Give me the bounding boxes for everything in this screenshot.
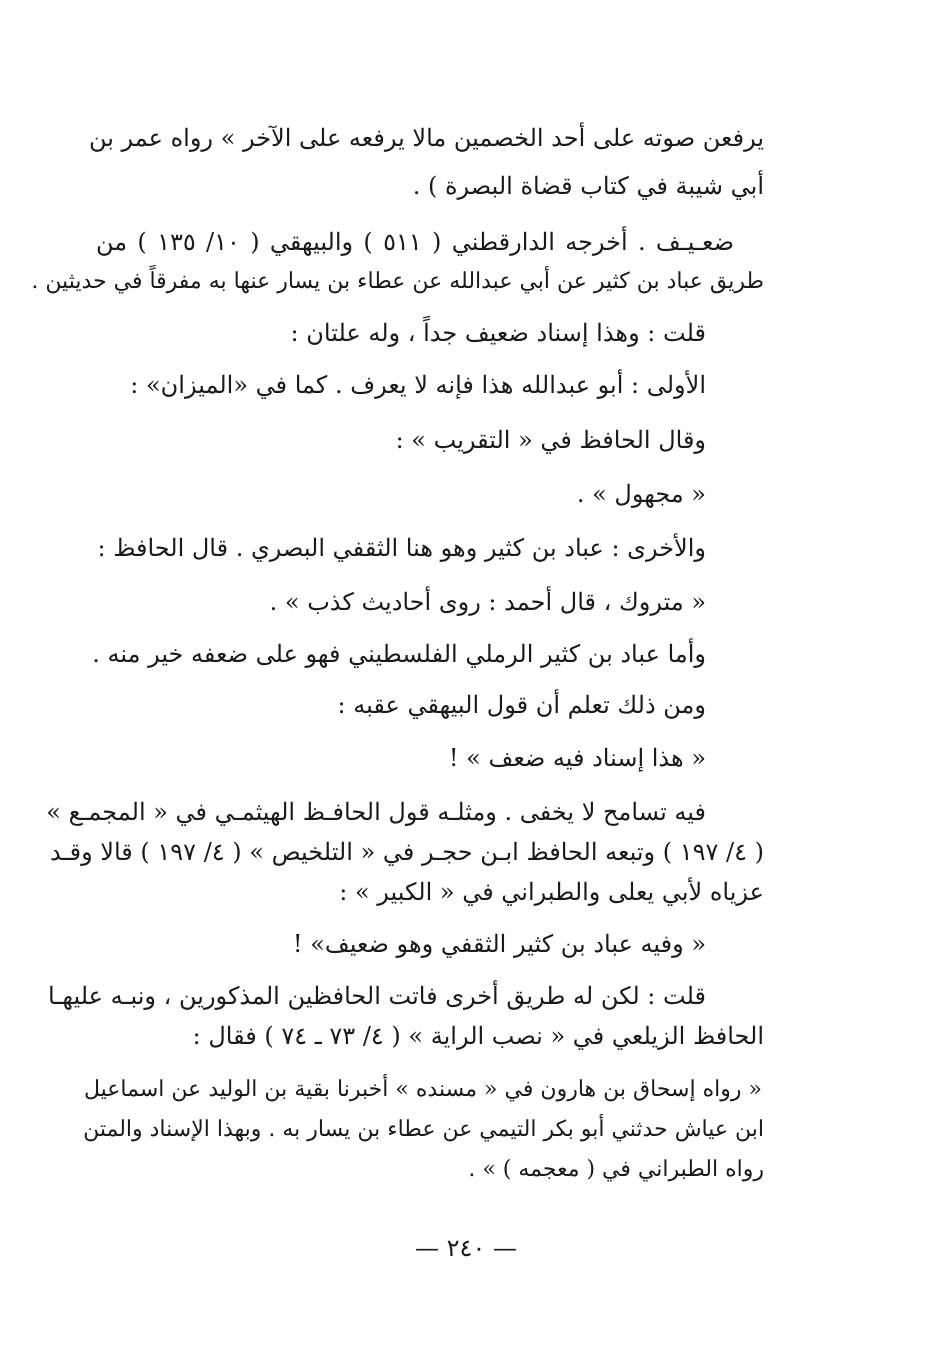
text-line: « متروك ، قال أحمد : روى أحاديث كذب » . — [269, 588, 706, 616]
text-line: « رواه إسحاق بن هارون في « مسنده » أخبرنا بقية بن الوليد عن اسماعيل — [84, 1077, 762, 1102]
text-line: « هذا إسناد فيه ضعف » ! — [448, 744, 706, 772]
text-line: وقال الحافظ في « التقريب » : — [395, 426, 706, 454]
text-line: فيه تسامح لا يخفى . ومثلـه قول الحافـظ الهيثمـي في « المجمـع » — [46, 798, 706, 826]
text-line: الأولى : أبو عبدالله هذا فإنه لا يعرف . كما في «الميزان» : — [130, 371, 706, 399]
text-line: قلت : وهذا إسناد ضعيف جداً ، وله علتان : — [290, 319, 706, 347]
page-number: — ٢٤٠ — — [415, 1234, 517, 1262]
text-line: والأخرى : عباد بن كثير وهو هنا الثقفي البصري . قال الحافظ : — [97, 534, 706, 562]
text-line: ضعـيـف . أخرجه الدارقطني ( ٥١١ ) والبيهقي ( ١٠/ ١٣٥ ) من — [96, 228, 734, 256]
text-line: قلت : لكن له طريق أخرى فاتت الحافظين المذكورين ، ونبـه عليهـا — [48, 982, 706, 1010]
text-line: رواه الطبراني في ( معجمه ) » . — [468, 1157, 764, 1182]
text-line: يرفعن صوته على أحد الخصمين مالا يرفعه على الآخر » رواه عمر بن — [88, 124, 764, 152]
text-line: ومن ذلك تعلم أن قول البيهقي عقبه : — [337, 691, 706, 719]
text-line: طريق عباد بن كثير عن أبي عبدالله عن عطاء بن يسار عنها به مفرقاً في حديثين . — [31, 269, 764, 294]
text-line: ابن عياش حدثني أبو بكر التيمي عن عطاء بن يسار به . وبهذا الإسناد والمتن — [83, 1117, 764, 1142]
text-line: ( ٤/ ١٩٧ ) وتبعه الحافظ ابـن حجـر في « التلخيص » ( ٤/ ١٩٧ ) قالا وقـد — [49, 838, 764, 866]
text-line: وأما عباد بن كثير الرملي الفلسطيني فهو على ضعفه خير منه . — [92, 640, 706, 668]
text-line: عزياه لأبي يعلى والطبراني في « الكبير » : — [339, 878, 764, 906]
text-line: « مجهول » . — [576, 480, 706, 508]
text-line: الحافظ الزيلعي في « نصب الراية » ( ٤/ ٧٣ ـ ٧٤ ) فقال : — [192, 1022, 764, 1050]
text-line: أبي شيبة في كتاب قضاة البصرة ) . — [412, 172, 764, 200]
text-line: « وفيه عباد بن كثير الثقفي وهو ضعيف» ! — [292, 930, 706, 958]
